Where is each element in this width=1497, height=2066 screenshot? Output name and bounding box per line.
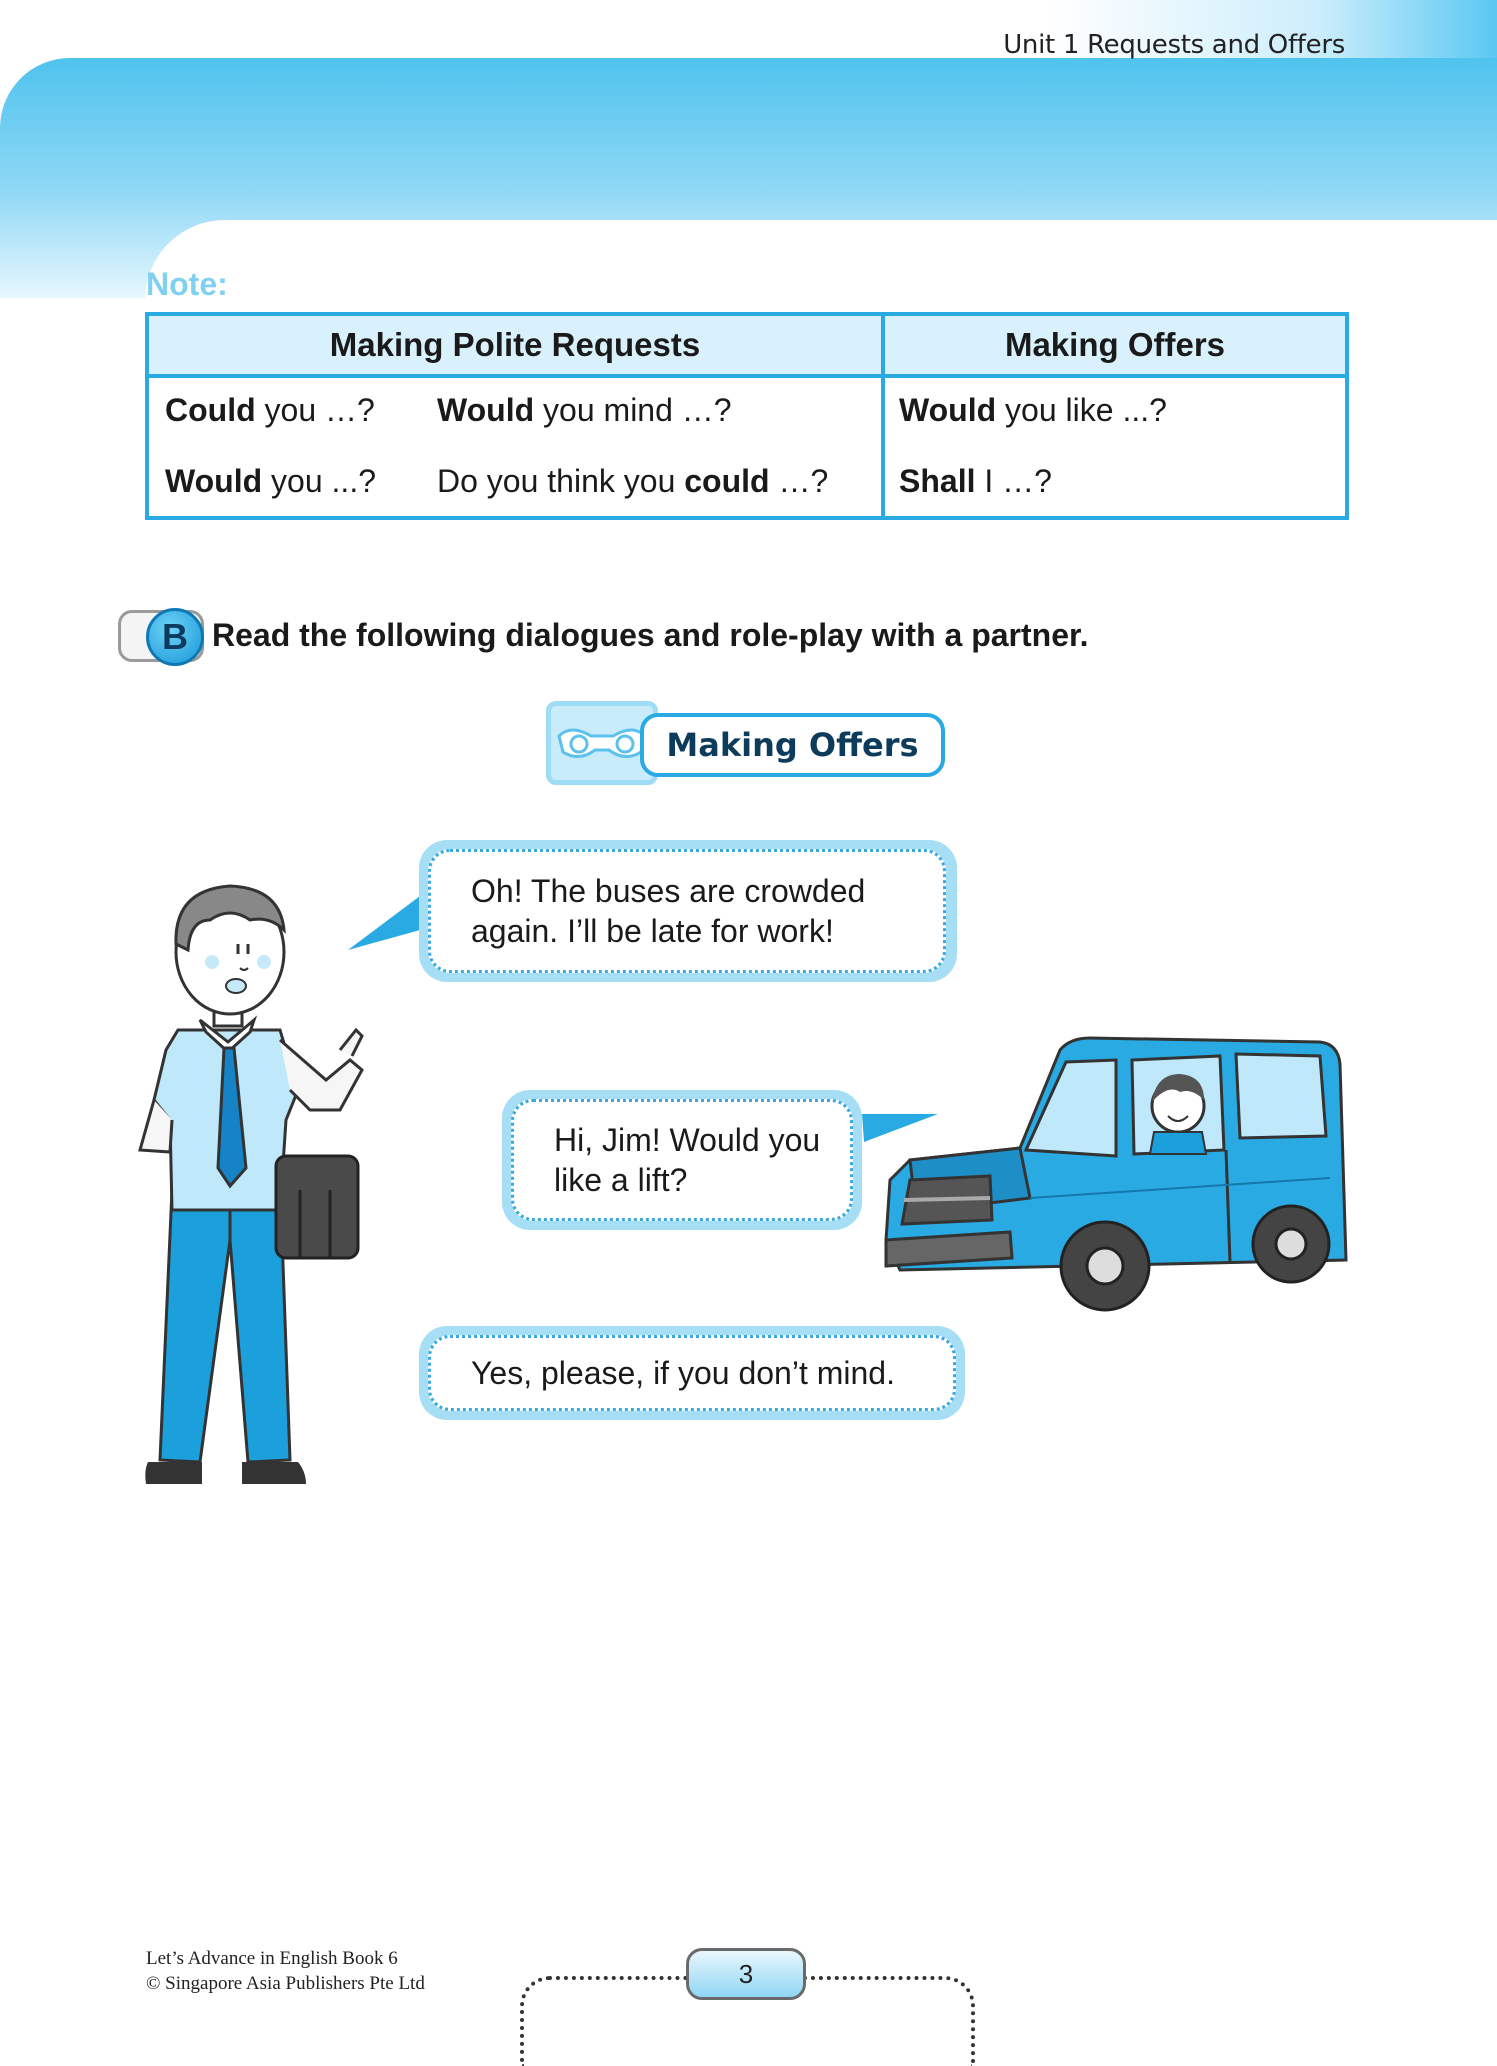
request-phrase: Do you think you could …? bbox=[437, 463, 829, 499]
bubble2-line: Hi, Jim! Would you bbox=[554, 1122, 821, 1158]
footer-credit bbox=[146, 1946, 425, 1996]
bubble3-line: Yes, please, if you don’t mind. bbox=[471, 1355, 895, 1391]
bubble3 bbox=[428, 1335, 956, 1411]
bubble2-line: like a lift? bbox=[554, 1162, 688, 1198]
instruction-text: Read the following dialogues and role-play with a partner. bbox=[212, 617, 1089, 653]
offers-cell bbox=[885, 378, 1345, 516]
unit-title: Unit 1 Requests and Offers bbox=[1003, 30, 1345, 60]
car-illustration bbox=[880, 1030, 1350, 1320]
requests-cell bbox=[149, 378, 885, 516]
offer-phrase: Would you like ...? bbox=[899, 392, 1167, 428]
request-phrase: Would you mind …? bbox=[437, 392, 732, 428]
page-number: 3 bbox=[686, 1948, 806, 2000]
mask-icon bbox=[551, 706, 653, 780]
bubble2 bbox=[511, 1099, 853, 1221]
offers-header: Making Offers bbox=[885, 316, 1345, 378]
book-title: Let’s Advance in English Book 6 bbox=[146, 1948, 398, 1969]
bubble1-line: Oh! The buses are crowded bbox=[471, 873, 866, 909]
section-label: Making Offers bbox=[640, 713, 945, 777]
section-b-badge: B bbox=[146, 608, 204, 666]
note-label: Note: bbox=[146, 266, 228, 302]
copyright: © Singapore Asia Publishers Pte Ltd bbox=[146, 1973, 425, 1994]
man-illustration bbox=[130, 880, 390, 1500]
note-table bbox=[145, 312, 1349, 520]
requests-header: Making Polite Requests bbox=[149, 316, 885, 378]
bubble1-line: again. I’ll be late for work! bbox=[471, 913, 834, 949]
request-phrase: Would you ...? bbox=[165, 463, 376, 499]
bubble1 bbox=[428, 849, 946, 973]
request-phrase: Could you …? bbox=[165, 392, 375, 428]
offer-phrase: Shall I …? bbox=[899, 463, 1052, 499]
